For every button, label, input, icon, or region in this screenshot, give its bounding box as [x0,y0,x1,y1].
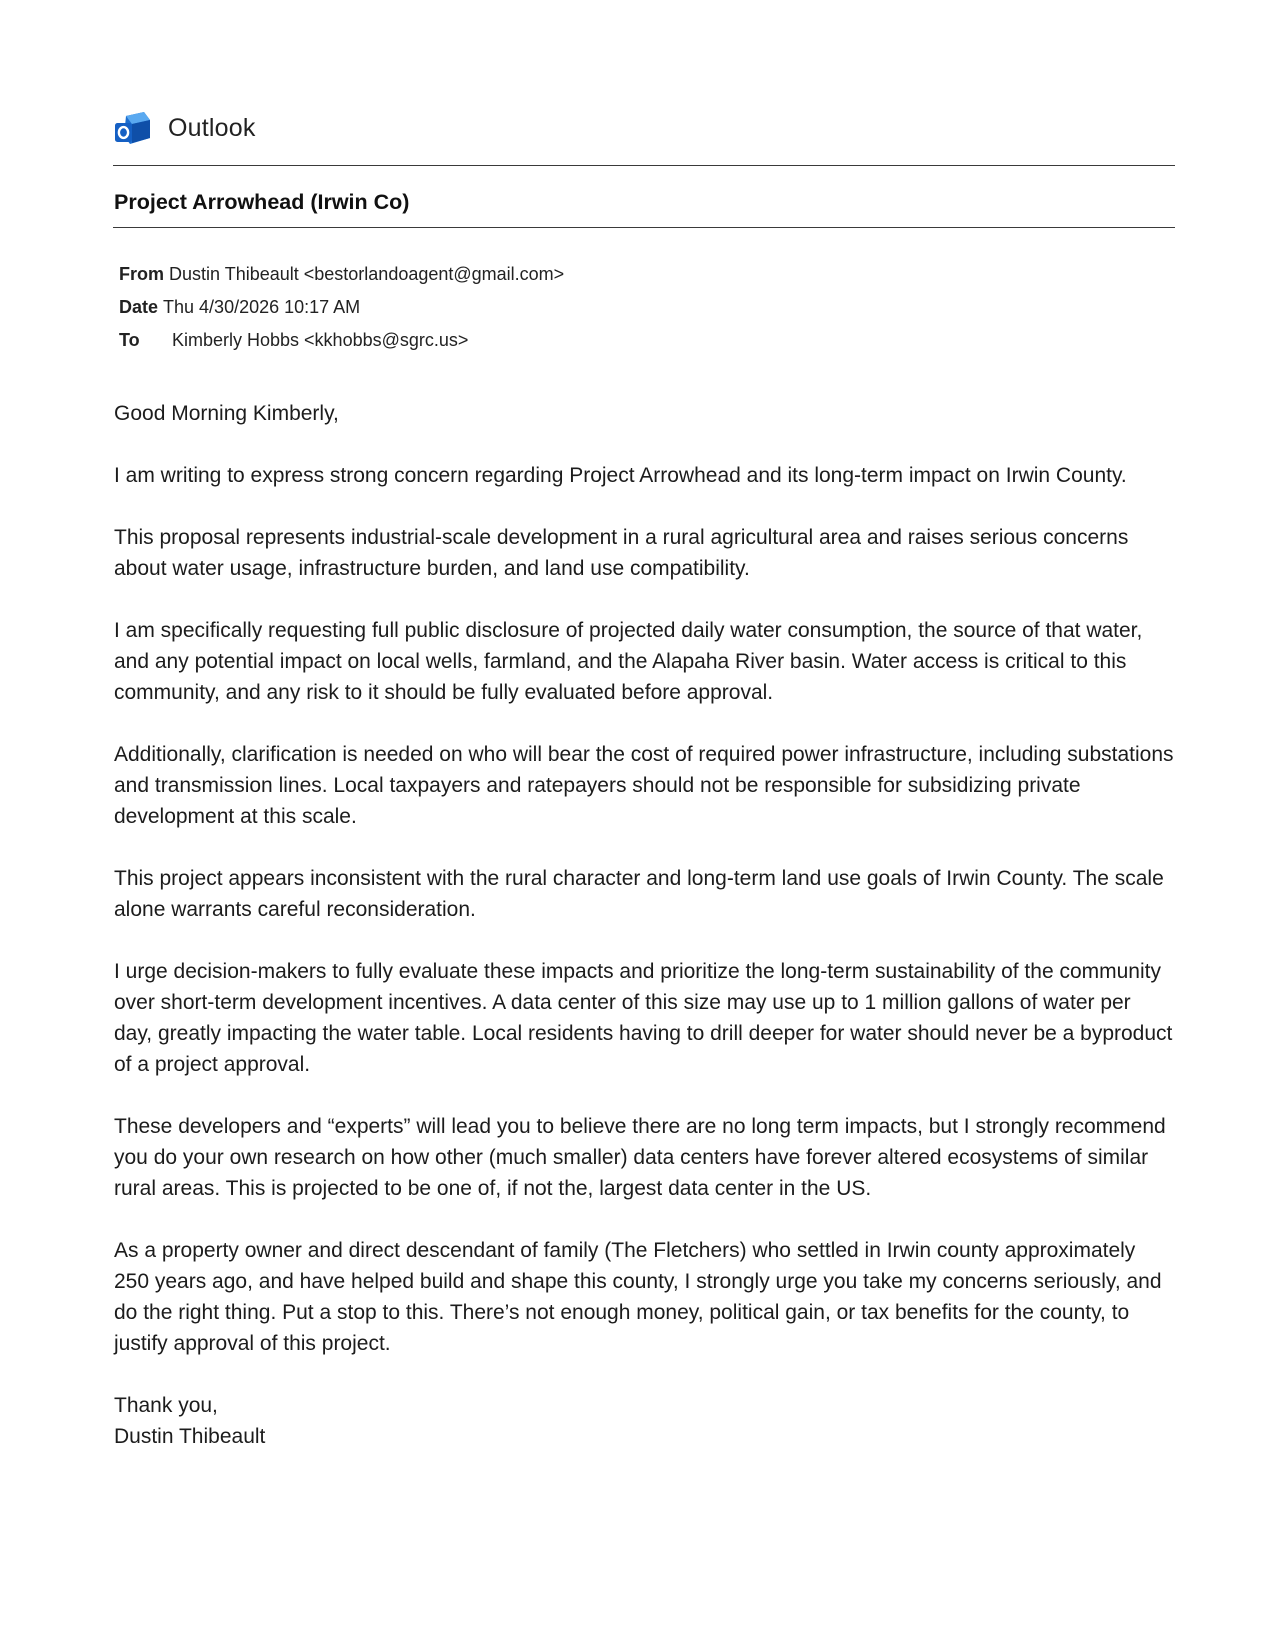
date-label: Date [119,297,159,317]
body-paragraph: Additionally, clarification is needed on who will bear the cost of required power infrastructure, including substations and transmission lines. Local taxpayers and ratepayers should not be responsible for subsidizing private development at this scale. [114,743,1174,828]
from-value: Dustin Thibeault <bestorlandoagent@gmail.com> [169,264,565,284]
to-row [119,324,564,357]
header-divider [113,165,1175,166]
from-label: From [119,264,164,284]
body-paragraph: This project appears inconsistent with the rural character and long-term land use goals of Irwin County. The scale alone warrants careful reconsideration. [114,867,1164,921]
outlook-logo-icon [114,110,152,146]
date-value: Thu 4/30/2026 10:17 AM [163,297,361,317]
body-paragraph: I urge decision-makers to fully evaluate these impacts and prioritize the long-term sustainability of the community over short-term development incentives. A data center of this size may use up to 1 million gallons of water per day, greatly impacting the water table. Local residents having to drill deeper for water should never be a byproduct of a project approval. [114,960,1173,1076]
body-paragraph: I am specifically requesting full public disclosure of projected daily water consumption, the source of that water, and any potential impact on local wells, farmland, and the Alapaha River basin. Water access is critical to this community, and any risk to it should be fully evaluated before approval. [114,619,1143,704]
date-row [119,291,564,324]
signature: Dustin Thibeault [114,1425,266,1448]
body-paragraph: This proposal represents industrial-scale development in a rural agricultural area and raises serious concerns about water usage, infrastructure burden, and land use compatibility. [114,526,1129,580]
body-paragraph: These developers and “experts” will lead you to believe there are no long term impacts, but I strongly recommend you do your own research on how other (much smaller) data centers have forever altered ecosystems of similar rural areas. This is projected to be one of, if not the, largest data center in the US. [114,1115,1166,1200]
subject-divider [113,227,1175,228]
body-paragraph: As a property owner and direct descendant of family (The Fletchers) who settled in Irwin county approximately 250 years ago, and have helped build and shape this county, I strongly urge you take my concerns seriously, and do the right thing. Put a stop to this. There’s not enough money, political gain, or tax benefits for the county, to justify approval of this project. [114,1239,1162,1355]
app-name: Outlook [168,113,256,142]
body-paragraph: I am writing to express strong concern regarding Project Arrowhead and its long-term impact on Irwin County. [114,464,1127,487]
to-value: Kimberly Hobbs <kkhobbs@sgrc.us> [172,330,469,350]
email-subject: Project Arrowhead (Irwin Co) [114,190,410,214]
from-row [119,258,564,291]
to-label: To [119,330,140,350]
closing: Thank you, [114,1394,218,1417]
app-header [114,108,256,148]
greeting: Good Morning Kimberly, [114,402,339,425]
email-metadata [119,258,564,357]
email-body [114,398,1174,1452]
